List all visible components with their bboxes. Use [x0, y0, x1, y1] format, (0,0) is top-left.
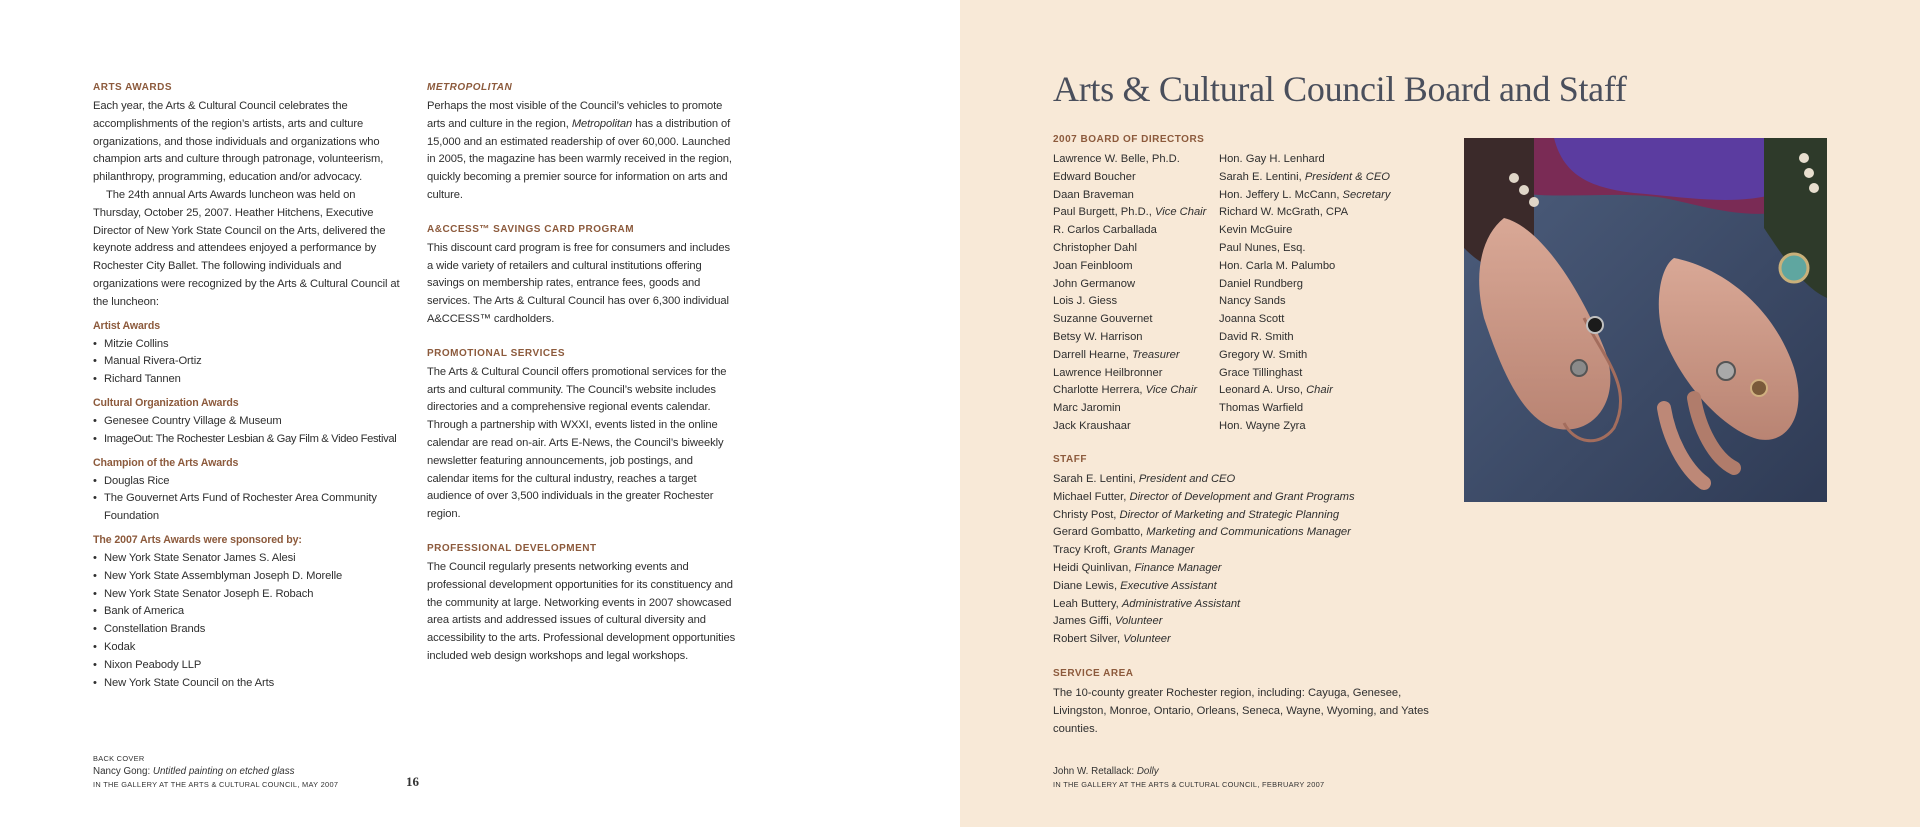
- staff-member: Heidi Quinlivan, Finance Manager: [1053, 561, 1222, 574]
- caption-artist: Nancy Gong:: [93, 766, 153, 777]
- arts-awards-column: [93, 80, 403, 692]
- cultural-org-awards-list: [93, 413, 403, 449]
- board-member: Daan Braveman: [1053, 188, 1134, 201]
- access-text: This discount card program is free for consumers and includes a wide variety of retailers and cultural institutions offering savings on membership rates, entrance fees, goods and services. The Arts & Cultural Council has over 6,300 individual A&CCESS™ cardholders.: [427, 241, 730, 325]
- list-item: • Kodak: [93, 639, 403, 657]
- champion-awards-list: [93, 473, 403, 526]
- caption-title: Untitled painting on etched glass: [152, 766, 295, 777]
- board-member: Hon. Jeffery L. McCann, Secretary: [1219, 188, 1391, 201]
- hands-photo-image: [1464, 138, 1827, 502]
- list-item: • Mitzie Collins: [93, 336, 403, 354]
- arts-awards-heading: ARTS AWARDS: [93, 82, 173, 93]
- metropolitan-text: Perhaps the most visible of the Council’s vehicles to promote arts and culture in the region, Metropolitan has a distribution of 15,000 and an estimated readership of over 60,000. Launched in 2005, the magazine has been warmly received in the region, quickly becoming a premier source for information on arts and culture.: [427, 100, 732, 201]
- board-member: R. Carlos Carballada: [1053, 224, 1157, 237]
- staff-list: [1053, 471, 1355, 649]
- staff-member: Tracy Kroft, Grants Manager: [1053, 544, 1195, 557]
- caption-label: BACK COVER: [93, 754, 145, 763]
- list-item: • Genesee Country Village & Museum: [93, 413, 403, 431]
- board-member: Suzanne Gouvernet: [1053, 313, 1153, 326]
- list-item: • Bank of America: [93, 603, 403, 621]
- service-area-text: The 10-county greater Rochester region, including: Cayuga, Genesee, Livingston, Monroe, Ontario, Orleans, Seneca, Wayne, Wyoming, and Yates counties.: [1053, 687, 1429, 735]
- board-member: Paul Burgett, Ph.D., Vice Chair: [1053, 206, 1207, 219]
- programs-column: [427, 80, 737, 666]
- list-item: • New York State Senator Joseph E. Robach: [93, 586, 403, 604]
- caption-title: Dolly: [1136, 766, 1159, 777]
- list-item: • Richard Tannen: [93, 371, 403, 389]
- board-member: Lois J. Giess: [1053, 295, 1118, 308]
- promotional-text: The Arts & Cultural Council offers promotional services for the arts and cultural community. The Council’s website includes directories and a comprehensive regional events calendar. Through a partnership with WXXI, events listed in the online calendar are read on-air. Arts E-News, the Council’s biweekly newsletter featuring announcements, job postings, and calendar items for the cultural industry, reaches a target audience of over 3,500 individuals in the greater Rochester region.: [427, 365, 727, 521]
- board-heading: 2007 BOARD OF DIRECTORS: [1053, 134, 1205, 145]
- back-cover-caption: [93, 752, 338, 791]
- board-member: Joanna Scott: [1219, 313, 1285, 326]
- board-member: Hon. Gay H. Lenhard: [1219, 153, 1325, 165]
- cultural-org-awards-heading: Cultural Organization Awards: [93, 396, 239, 409]
- board-member: Sarah E. Lentini, President & CEO: [1219, 170, 1391, 183]
- sponsors-list: [93, 550, 403, 692]
- list-item: • New York State Assemblyman Joseph D. Morelle: [93, 568, 403, 586]
- service-area-heading: SERVICE AREA: [1053, 668, 1134, 679]
- board-member: Leonard A. Urso, Chair: [1219, 384, 1333, 397]
- arts-awards-intro: Each year, the Arts & Cultural Council celebrates the accomplishments of the region’s artists, arts and culture organizations, and those individuals and organizations who champion arts and culture through patronage, volunteerism, philanthropy, programming, education and/or advocacy.: [93, 100, 384, 184]
- board-member: Marc Jaromin: [1053, 402, 1121, 415]
- staff-member: Michael Futter, Director of Development and Grant Programs: [1053, 490, 1355, 503]
- board-member: Lawrence W. Belle, Ph.D.: [1053, 153, 1180, 165]
- board-member: Edward Boucher: [1053, 170, 1136, 183]
- list-item: • Constellation Brands: [93, 621, 403, 639]
- board-member: Richard W. McGrath, CPA: [1219, 206, 1349, 219]
- professional-text: The Council regularly presents networking events and professional development opportunities for its constituency and the community at large. Networking events in 2007 showcased area artists and addressed issues of cultural diversity and accessibility to the arts. Professional development opportunities included web design workshops and legal workshops.: [427, 560, 736, 662]
- board-column-2: [1219, 151, 1390, 436]
- hands-photo: [1464, 138, 1827, 502]
- board-member: Kevin McGuire: [1219, 224, 1293, 237]
- promotional-heading: PROMOTIONAL SERVICES: [427, 347, 565, 359]
- board-member: Christopher Dahl: [1053, 241, 1137, 254]
- staff-member: James Giffi, Volunteer: [1053, 615, 1163, 628]
- board-member: David R. Smith: [1219, 330, 1294, 343]
- board-member: Grace Tillinghast: [1219, 366, 1303, 379]
- list-item: • New York State Council on the Arts: [93, 675, 403, 693]
- page-title: Arts & Cultural Council Board and Staff: [1053, 69, 1627, 109]
- list-item: • Douglas Rice: [93, 473, 403, 491]
- caption-location: IN THE GALLERY AT THE ARTS & CULTURAL COUNCIL, FEBRUARY 2007: [1053, 780, 1325, 789]
- board-member: John Germanow: [1053, 277, 1136, 290]
- board-member: Hon. Carla M. Palumbo: [1219, 259, 1336, 272]
- caption-artist: John W. Retallack:: [1053, 766, 1137, 777]
- caption-location: IN THE GALLERY AT THE ARTS & CULTURAL COUNCIL, MAY 2007: [93, 780, 339, 789]
- board-member: Daniel Rundberg: [1219, 277, 1303, 290]
- list-item: • The Gouvernet Arts Fund of Rochester Area Community Foundation: [93, 490, 403, 526]
- board-member: Betsy W. Harrison: [1053, 330, 1143, 343]
- arts-awards-paragraph: The 24th annual Arts Awards luncheon was held on Thursday, October 25, 2007. Heather Hitchens, Executive Director of New York State Council on the Arts, delivered the keynote address and attendees enjoyed a performance by Rochester City Ballet. The following individuals and organizations were recognized by the Arts & Cultural Council at the luncheon:: [93, 188, 400, 308]
- list-item: • Nixon Peabody LLP: [93, 657, 403, 675]
- sponsors-heading: The 2007 Arts Awards were sponsored by:: [93, 533, 302, 546]
- board-member: Charlotte Herrera, Vice Chair: [1053, 384, 1198, 397]
- artist-awards-heading: Artist Awards: [93, 319, 160, 332]
- access-heading: A&CCESS™ SAVINGS CARD PROGRAM: [427, 223, 635, 235]
- metropolitan-heading: METROPOLITAN: [427, 82, 513, 93]
- board-member: Nancy Sands: [1219, 295, 1286, 308]
- champion-awards-heading: Champion of the Arts Awards: [93, 456, 239, 469]
- board-member: Lawrence Heilbronner: [1053, 366, 1163, 379]
- staff-member: Robert Silver, Volunteer: [1053, 633, 1171, 646]
- board-member: Jack Kraushaar: [1053, 419, 1131, 432]
- board-member: Darrell Hearne, Treasurer: [1053, 348, 1180, 361]
- board-member: Joan Feinbloom: [1053, 259, 1133, 272]
- staff-heading: STAFF: [1053, 454, 1087, 465]
- board-member: Thomas Warfield: [1219, 402, 1304, 415]
- staff-member: Leah Buttery, Administrative Assistant: [1053, 597, 1241, 610]
- board-member: Paul Nunes, Esq.: [1219, 241, 1306, 254]
- artist-awards-list: [93, 336, 403, 389]
- staff-member: Diane Lewis, Executive Assistant: [1053, 579, 1217, 592]
- list-item: • ImageOut: The Rochester Lesbian & Gay Film & Video Festival: [93, 431, 403, 449]
- list-item: • Manual Rivera-Ortiz: [93, 353, 403, 371]
- staff-member: Sarah E. Lentini, President and CEO: [1053, 473, 1236, 485]
- professional-heading: PROFESSIONAL DEVELOPMENT: [427, 542, 597, 554]
- page-number: 16: [406, 774, 419, 789]
- staff-member: Christy Post, Director of Marketing and Strategic Planning: [1053, 508, 1340, 521]
- board-member: Hon. Wayne Zyra: [1219, 419, 1306, 432]
- board-member: Gregory W. Smith: [1219, 348, 1308, 361]
- list-item: • New York State Senator James S. Alesi: [93, 550, 403, 568]
- board-column-1: [1053, 151, 1206, 436]
- staff-member: Gerard Gombatto, Marketing and Communications Manager: [1053, 526, 1351, 539]
- right-caption: [1053, 765, 1324, 791]
